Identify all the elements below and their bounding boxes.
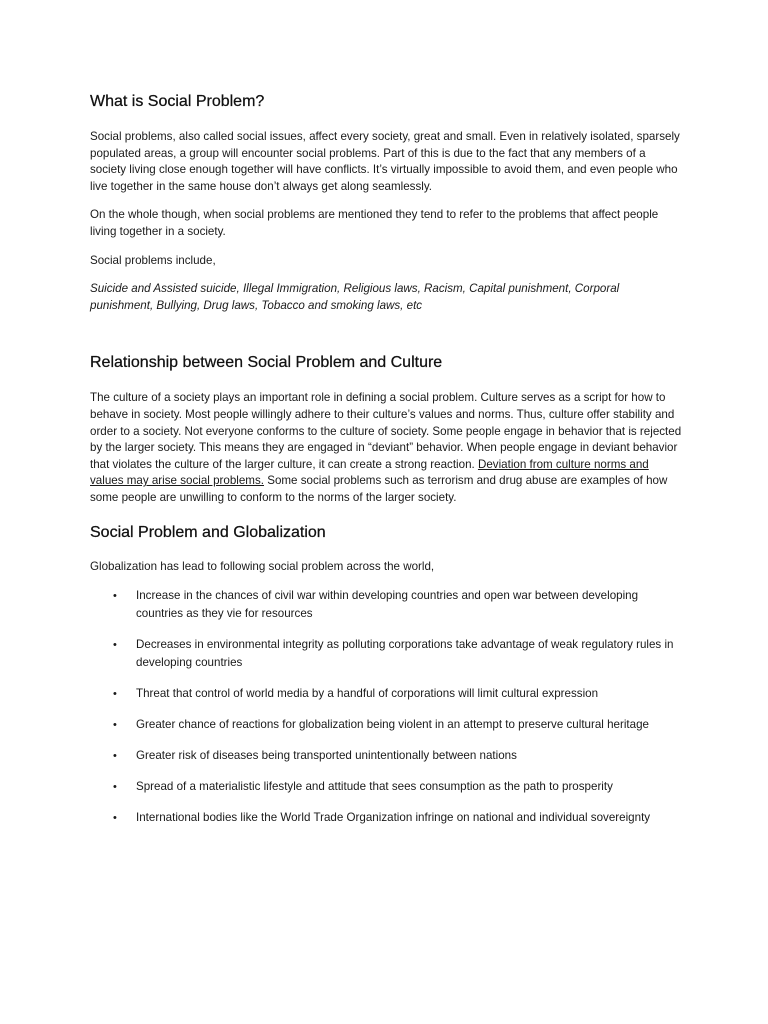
bullet-icon: • <box>113 639 117 652</box>
list-item-text: Greater risk of diseases being transported unintentionally between nations <box>136 749 517 763</box>
list-item-text: Greater chance of reactions for globalization being violent in an attempt to preserve cultural heritage <box>136 718 649 732</box>
list-item-text: Decreases in environmental integrity as polluting corporations take advantage of weak regulatory rules in developing countries <box>136 638 674 670</box>
heading-globalization: Social Problem and Globalization <box>90 523 326 541</box>
bullet-icon: • <box>113 719 117 732</box>
culture-text-underlined: Deviation from culture norms and values may arise social problems. <box>90 457 649 488</box>
paragraph-problems-include: Social problems include, <box>90 253 216 267</box>
list-item <box>90 636 682 672</box>
paragraph-examples-list: Suicide and Assisted suicide, Illegal Immigration, Religious laws, Racism, Capital punishment, Corporal punishment, Bullying, Drug laws, Tobacco and smoking laws, etc <box>90 282 620 312</box>
list-item <box>90 809 682 827</box>
list-item <box>90 685 682 703</box>
paragraph-social-problems-intro: Social problems, also called social issues, affect every society, great and small. Even in relatively isolated, sparsely populated areas, a group will encounter social problems. Part of this is due to the fact that any members of a society living close enough together will have conflicts. It’s virtually impossible to avoid them, and even people who live together in the same house don’t always get along seamlessly. <box>90 130 680 193</box>
bullet-icon: • <box>113 812 117 825</box>
paragraph-on-the-whole: On the whole though, when social problems are mentioned they tend to refer to the problems that affect people living together in a society. <box>90 208 659 238</box>
list-item-text: International bodies like the World Trade Organization infringe on national and individual sovereignty <box>136 811 651 825</box>
globalization-bullet-list <box>90 587 682 827</box>
list-item <box>90 716 682 734</box>
culture-text-after: Some social problems such as terrorism and drug abuse are examples of how some people are unwilling to conform to the norms of the larger society. <box>90 474 668 504</box>
paragraph-globalization-intro: Globalization has lead to following social problem across the world, <box>90 559 435 573</box>
list-item <box>90 778 682 796</box>
list-item-text: Increase in the chances of civil war within developing countries and open war between developing countries as they vie for resources <box>136 589 639 621</box>
bullet-icon: • <box>113 590 117 603</box>
list-item <box>90 747 682 765</box>
culture-text-before: The culture of a society plays an important role in defining a social problem. Culture serves as a script for how to behave in society. Most people willingly adhere to their culture’s values and norms. Thus, culture offer stability and order to a society. Not everyone conforms to the culture of society. Some people engage in behavior that is rejected by the larger society. This means they are engaged in “deviant” behavior. When people engage in deviant behavior that violates the culture of the larger culture, it can create a strong reaction. <box>90 391 682 471</box>
heading-what-is-social-problem: What is Social Problem? <box>90 93 265 110</box>
list-item <box>90 587 682 623</box>
heading-relationship-culture: Relationship between Social Problem and Culture <box>90 354 443 372</box>
bullet-icon: • <box>113 781 117 794</box>
bullet-icon: • <box>113 750 117 763</box>
paragraph-culture <box>90 390 682 506</box>
list-item-text: Spread of a materialistic lifestyle and attitude that sees consumption as the path to prosperity <box>136 780 613 794</box>
list-item-text: Threat that control of world media by a handful of corporations will limit cultural expression <box>136 687 599 701</box>
bullet-icon: • <box>113 688 117 701</box>
document-page <box>90 88 682 840</box>
